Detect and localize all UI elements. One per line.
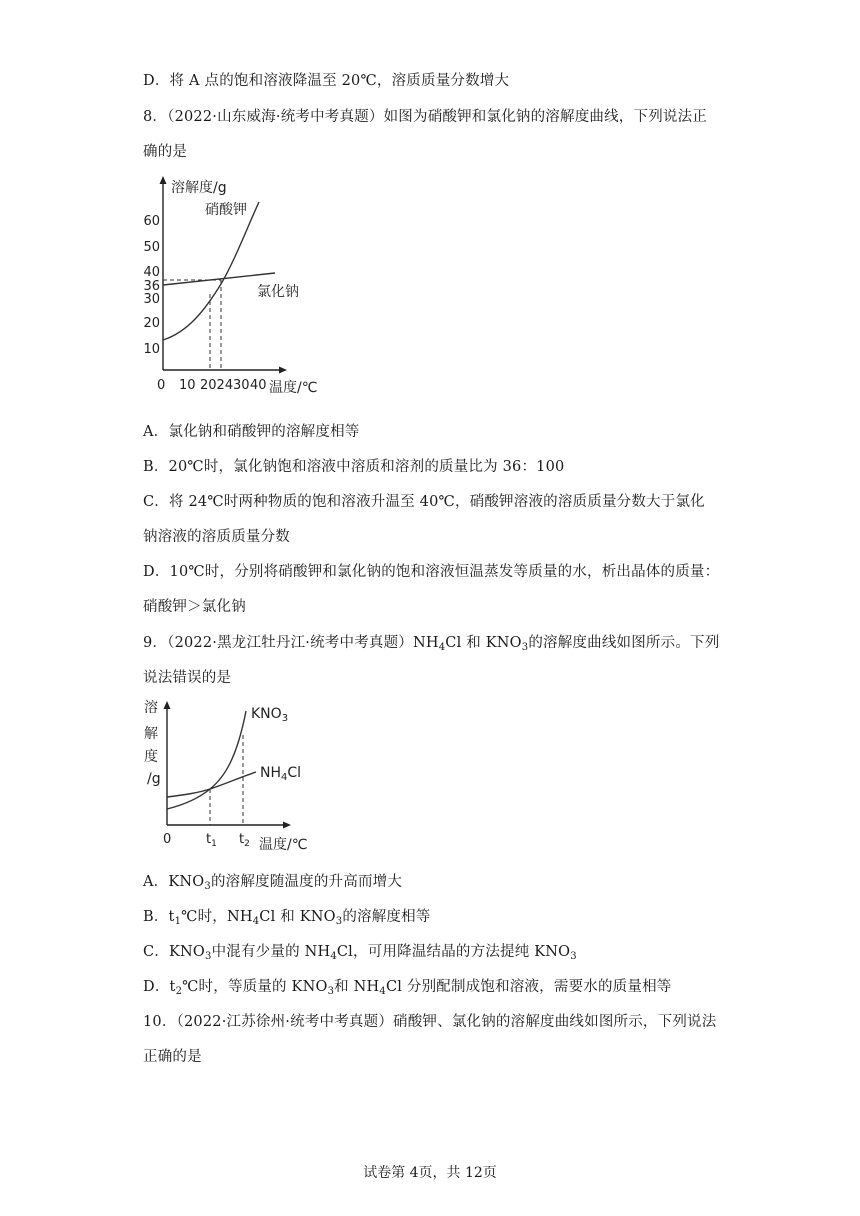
y-tick-40: 40 (143, 265, 160, 280)
series-label-kno3: 硝酸钾 (205, 202, 247, 218)
y-tick-20: 20 (143, 316, 160, 331)
x-tick-40: 40 (250, 378, 267, 393)
x-tick-t1: $t_1$ (206, 832, 217, 849)
solubility-chart-2 (143, 693, 323, 855)
q8-stem-cont: 确的是 (143, 144, 188, 160)
q8-option-c-cont: 钠溶液的溶质质量分数 (143, 529, 290, 545)
q9-option-d: D．$t_2℃$时，等质量的 $KNO_3$和 $NH_4Cl$ 分别配制成饱和溶液，需要水的质量相等 (143, 979, 672, 997)
x-axis-label: 温度/℃ (259, 837, 308, 853)
x-tick-10: 10 (179, 378, 196, 393)
kno3-curve (167, 711, 246, 809)
x-tick-0: 0 (157, 378, 166, 393)
x-axis-label: 温度/℃ (269, 380, 318, 396)
q7-option-d: D．将 A 点的饱和溶液降温至 20℃，溶质质量分数增大 (143, 73, 510, 89)
q8-option-a: A．氯化钠和硝酸钾的溶解度相等 (143, 424, 360, 440)
y-label-char-2: 解 (144, 726, 158, 742)
q8-option-b: B．20℃时，氯化钠饱和溶液中溶质和溶剂的质量比为 36：100 (143, 459, 565, 475)
q9-stem-cont: 说法错误的是 (143, 670, 232, 686)
y-label-char-4: /g (147, 771, 161, 787)
y-axis-arrow (160, 176, 167, 184)
solubility-chart-1 (143, 172, 343, 400)
q8-option-d-cont: 硝酸钾＞氯化钠 (143, 599, 246, 615)
x-tick-0: 0 (163, 832, 172, 847)
q8-option-c: C．将 24℃时两种物质的饱和溶液升温至 40℃，硝酸钾溶液的溶质质量分数大于氯化 (143, 494, 705, 510)
series-label-nacl: 氯化钠 (257, 284, 299, 300)
y-label-char-3: 度 (144, 749, 158, 765)
x-axis-arrow (283, 822, 291, 829)
page-footer: 试卷第 4页，共 12页 (363, 1165, 497, 1181)
y-tick-30: 30 (143, 292, 160, 307)
y-label-char-1: 溶 (144, 700, 158, 716)
q8-option-d: D．10℃时，分别将硝酸钾和氯化钠的饱和溶液恒温蒸发等质量的水，析出晶体的质量： (143, 564, 720, 580)
q10-stem-cont: 正确的是 (143, 1049, 202, 1065)
q8-stem: 8．（2022·山东威海·统考中考真题）如图为硝酸钾和氯化钠的溶解度曲线，下列说法正 (143, 109, 707, 125)
y-tick-36: 36 (143, 279, 160, 294)
q9-option-b: B．$t_1℃$时，$NH_4Cl$ 和 $KNO_3$的溶解度相等 (143, 909, 431, 927)
series-label-kno3: $KNO_3$ (251, 706, 289, 724)
y-tick-10: 10 (143, 342, 160, 357)
q9-option-c: C．$KNO_3$中混有少量的 $NH_4Cl$，可用降温结晶的方法提纯 $KNO_3$ (143, 944, 577, 962)
q10-stem: 10．（2022·江苏徐州·统考中考真题）硝酸钾、氯化钠的溶解度曲线如图所示，下列说法 (143, 1014, 717, 1030)
y-tick-60: 60 (143, 214, 160, 229)
kno3-curve (163, 202, 259, 340)
series-label-nh4cl: $NH_4Cl$ (260, 765, 302, 783)
y-axis-label: 溶解度/g (171, 180, 227, 196)
q9-stem: 9．（2022·黑龙江牡丹江·统考中考真题）$NH_4Cl$ 和 $KNO_3$的溶解度曲线如图所示。下列 (143, 635, 720, 653)
y-tick-50: 50 (143, 240, 160, 255)
y-axis-arrow (164, 701, 171, 709)
q9-option-a: A．$KNO_3$的溶解度随温度的升高而增大 (143, 874, 403, 892)
x-tick-30: 30 (233, 378, 250, 393)
x-tick-t2: $t_2$ (239, 832, 250, 849)
x-tick-20-24: 2024 (200, 378, 234, 393)
x-axis-arrow (279, 367, 287, 374)
